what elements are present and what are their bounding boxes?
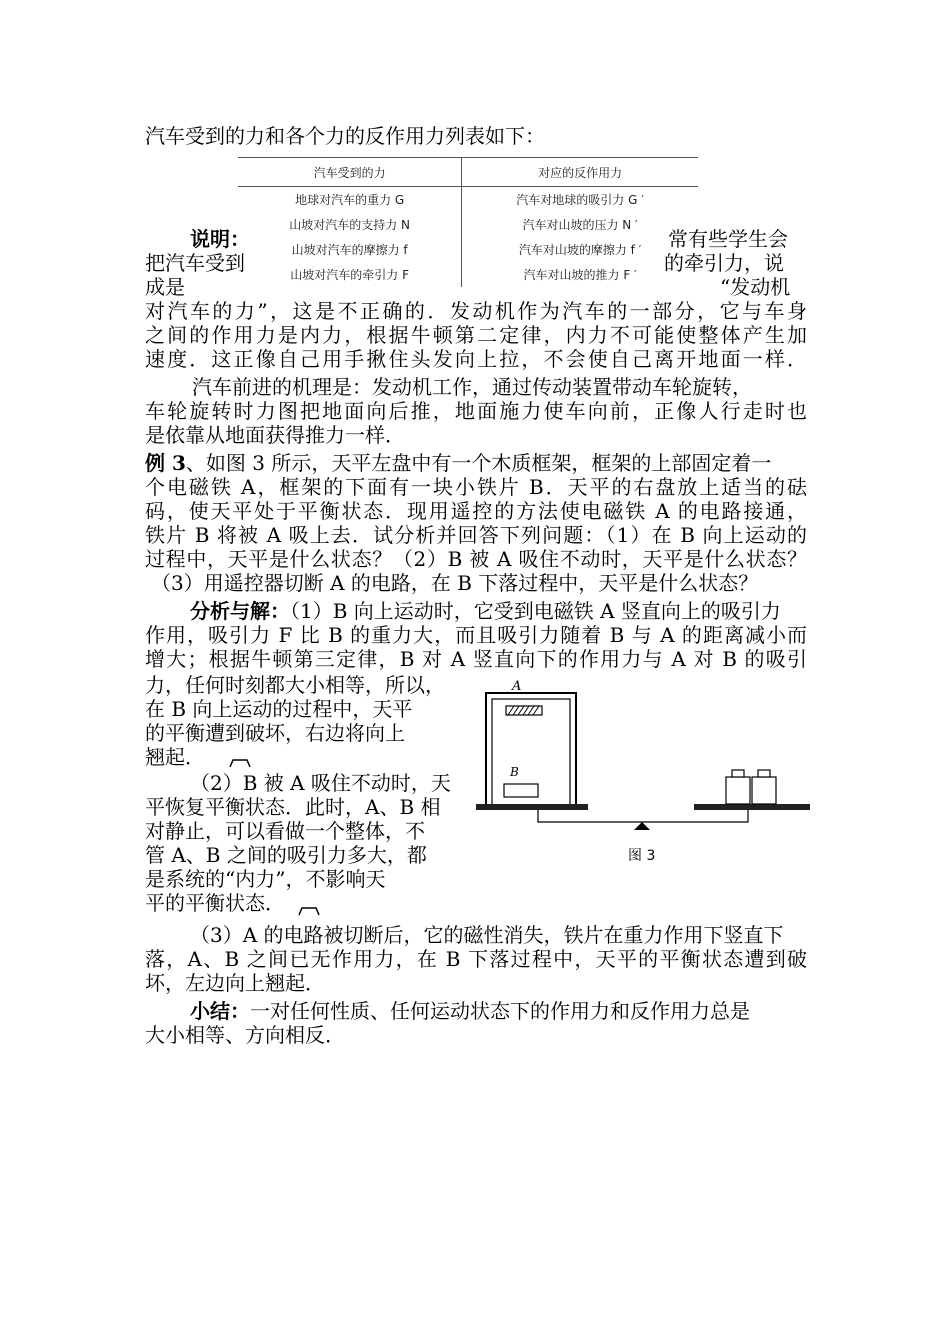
note-heading: 说明：: [190, 227, 250, 251]
label-b: B: [510, 765, 519, 779]
weight-knob: [758, 770, 770, 777]
analysis-side-line: （2）B 被 A 吸住不动时，天: [190, 771, 451, 795]
example-line: 个电磁铁 A，框架的下面有一块小铁片 B．天平的右盘放上适当的砝: [145, 475, 807, 499]
analysis-side-line: 力，任何时刻都大小相等，所以，: [145, 673, 445, 697]
intro-text: 汽车受到的力和各个力的反作用力列表如下：: [145, 124, 545, 148]
mechanism-line: 是依靠从地面获得推力一样．: [145, 423, 405, 447]
mark-bracket: [229, 758, 251, 768]
example-label: 例 3: [145, 451, 186, 475]
part3-line: （3）A 的电路被切断后，它的磁性消失，铁片在重力作用下竖直下: [190, 923, 784, 947]
fulcrum: [634, 822, 650, 830]
summary-line: 一对任何性质、任何运动状态下的作用力和反作用力总是: [250, 999, 750, 1023]
note-right-1: 常有些学生会: [668, 227, 788, 251]
balance-beam: [538, 810, 748, 822]
table-cell: 山坡对汽车的支持力 N: [289, 218, 411, 232]
header-reaction: 对应的反作用力: [462, 158, 698, 187]
mark-bracket: [298, 906, 320, 916]
table-cell: 汽车对山坡的推力 F ′: [462, 262, 698, 287]
weight: [752, 777, 776, 804]
analysis-side-line: 管 A、B 之间的吸引力多大，都: [145, 843, 427, 867]
analysis-side-line: 在 B 向上运动的过程中，天平: [145, 697, 413, 721]
force-table: [238, 157, 698, 287]
balance-diagram: [476, 676, 810, 876]
table-row: [238, 262, 698, 287]
example-line: 码，使天平处于平衡状态．现用遥控的方法使电磁铁 A 的电路接通，: [145, 499, 807, 523]
note-line: 之间的作用力是内力，根据牛顿第二定律，内力不可能使整体产生加: [145, 323, 807, 347]
table-cell: 山坡对汽车的摩擦力 f: [291, 243, 408, 257]
iron-plate-b: [504, 784, 538, 797]
table-header-row: [238, 158, 698, 187]
example-line: 过程中，天平是什么状态？（2）B 被 A 吸住不动时，天平是什么状态？: [145, 547, 807, 571]
analysis-side-line: 是系统的“内力”，不影响天: [145, 867, 386, 891]
balance-figure: [476, 676, 810, 876]
note-right-2: 的牵引力，说: [664, 251, 784, 275]
example-line: 铁片 B 将被 A 吸上去．试分析并回答下列问题：（1）在 B 向上运动的: [145, 523, 807, 547]
note-left-1: 把汽车受到: [145, 251, 245, 275]
table-cell: 地球对汽车的重力 G: [295, 193, 405, 207]
note-left-2: 成是: [145, 275, 185, 299]
mechanism-line: 汽车前进的机理是：发动机工作，通过传动装置带动车轮旋转，: [192, 375, 752, 399]
mechanism-line: 车轮旋转时力图把地面向后推，地面施力使车向前，正像人行走时也: [145, 399, 807, 423]
analysis-label: 分析与解：: [190, 599, 290, 623]
label-a: A: [512, 679, 522, 694]
table-cell: 山坡对汽车的牵引力 F: [290, 268, 409, 282]
example-line: 、如图 3 所示，天平左盘中有一个木质框架，框架的上部固定着一: [185, 451, 772, 475]
weight-knob: [732, 770, 744, 777]
analysis-side-line: 的平衡遭到破坏，右边将向上: [145, 721, 405, 745]
analysis-side-line: 翘起．: [145, 745, 205, 769]
weight: [726, 777, 750, 804]
header-force: 汽车受到的力: [238, 158, 462, 187]
note-line: 速度．这正像自己用手揪住头发向上拉，不会使自己离开地面一样．: [145, 347, 807, 371]
note-line: 对汽车的力”，这是不正确的．发动机作为汽车的一部分，它与车身: [145, 299, 807, 323]
example-line: （3）用遥控器切断 A 的电路，在 B 下落过程中，天平是什么状态？: [151, 571, 759, 595]
table-cell: 汽车对山坡的摩擦力 f ′: [462, 237, 698, 262]
analysis-side-line: 平的平衡状态．: [145, 891, 285, 915]
analysis-side-line: 对静止，可以看做一个整体，不: [145, 819, 425, 843]
left-pan: [476, 804, 588, 810]
note-right-3: “发动机: [720, 275, 791, 299]
table-row: [238, 212, 698, 237]
analysis-line: 作用，吸引力 F 比 B 的重力大，而且吸引力随着 B 与 A 的距离减小而: [145, 623, 807, 647]
analysis-line: 增大；根据牛顿第三定律，B 对 A 竖直向下的作用力与 A 对 B 的吸引: [145, 647, 807, 671]
part3-line: 坏，左边向上翘起．: [145, 971, 325, 995]
figure-caption: 图 3: [628, 848, 656, 864]
summary-line: 大小相等、方向相反．: [145, 1023, 345, 1047]
analysis-line: （1）B 向上运动时，它受到电磁铁 A 竖直向上的吸引力: [290, 599, 781, 623]
analysis-side-line: 平恢复平衡状态．此时，A、B 相: [145, 795, 441, 819]
summary-label: 小结：: [190, 999, 250, 1023]
table-cell: 汽车对地球的吸引力 G ′: [462, 187, 698, 213]
table-row: [238, 237, 698, 262]
table-cell: 汽车对山坡的压力 N ′: [462, 212, 698, 237]
right-pan: [694, 804, 810, 810]
part3-line: 落，A、B 之间已无作用力，在 B 下落过程中，天平的平衡状态遭到破: [145, 947, 807, 971]
table-row: [238, 187, 698, 213]
